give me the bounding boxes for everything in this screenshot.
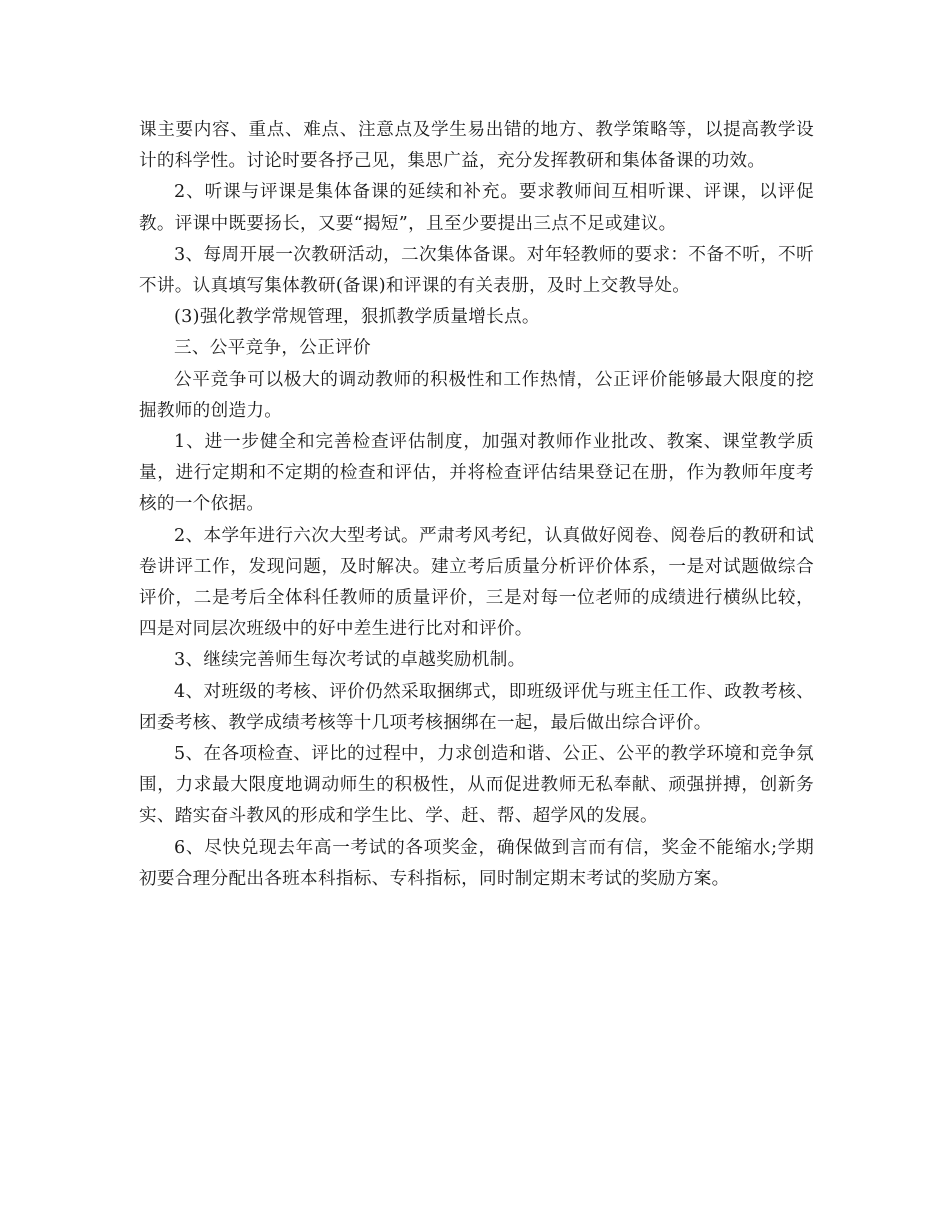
paragraph-3: 3、每周开展一次教研活动，二次集体备课。对年轻教师的要求：不备不听，不听不讲。认真填写集体教研(备课)和评课的有关表册，及时上交教导处。 <box>139 244 814 297</box>
paragraph-2: 2、听课与评课是集体备课的延续和补充。要求教师间互相听课、评课，以评促教。评课中既要扬长，又要“揭短”，且至少要提出三点不足或建议。 <box>139 182 814 234</box>
section-heading: 三、公平竞争，公正评价 <box>174 338 371 359</box>
paragraph-6: 公平竞争可以极大的调动教师的积极性和工作热情，公正评价能够最大限度的挖掘教师的创造力。 <box>139 369 814 421</box>
paragraph-12: 6、尽快兑现去年高一考试的各项奖金，确保做到言而有信，奖金不能缩水;学期初要合理分配出各班本科指标、专科指标，同时制定期末考试的奖励方案。 <box>139 837 814 889</box>
paragraph-7: 1、进一步健全和完善检查评估制度，加强对教师作业批改、教案、课堂教学质量，进行定期和不定期的检查和评估，并将检查评估结果登记在册，作为教师年度考核的一个依据。 <box>139 432 814 515</box>
paragraph-11: 5、在各项检查、评比的过程中，力求创造和谐、公正、公平的教学环境和竞争氛围，力求最大限度地调动师生的积极性，从而促进教师无私奉献、顽强拼搏，创新务实、踏实奋斗教风的形成和学生比、学、赶、帮、超学风的发展。 <box>139 744 814 827</box>
paragraph-9: 3、继续完善师生每次考试的卓越奖励机制。 <box>174 650 526 671</box>
paragraph-10: 4、对班级的考核、评价仍然采取捆绑式，即班级评优与班主任工作、政教考核、团委考核、教学成绩考核等十几项考核捆绑在一起，最后做出综合评价。 <box>139 681 814 733</box>
paragraph-8: 2、本学年进行六次大型考试。严肃考风考纪，认真做好阅卷、阅卷后的教研和试卷讲评工作，发现问题，及时解决。建立考后质量分析评价体系，一是对试题做综合评价，二是考后全体科任教师的质量评价，三是对每一位老师的成绩进行横纵比较，四是对同层次班级中的好中差生进行比对和评价。 <box>139 525 814 640</box>
paragraph-1: 课主要内容、重点、难点、注意点及学生易出错的地方、教学策略等，以提高教学设计的科学性。讨论时要各抒己见，集思广益，充分发挥教研和集体备课的功效。 <box>139 120 814 172</box>
document-body <box>139 115 814 895</box>
paragraph-4: (3)强化教学常规管理，狠抓教学质量增长点。 <box>174 307 540 328</box>
